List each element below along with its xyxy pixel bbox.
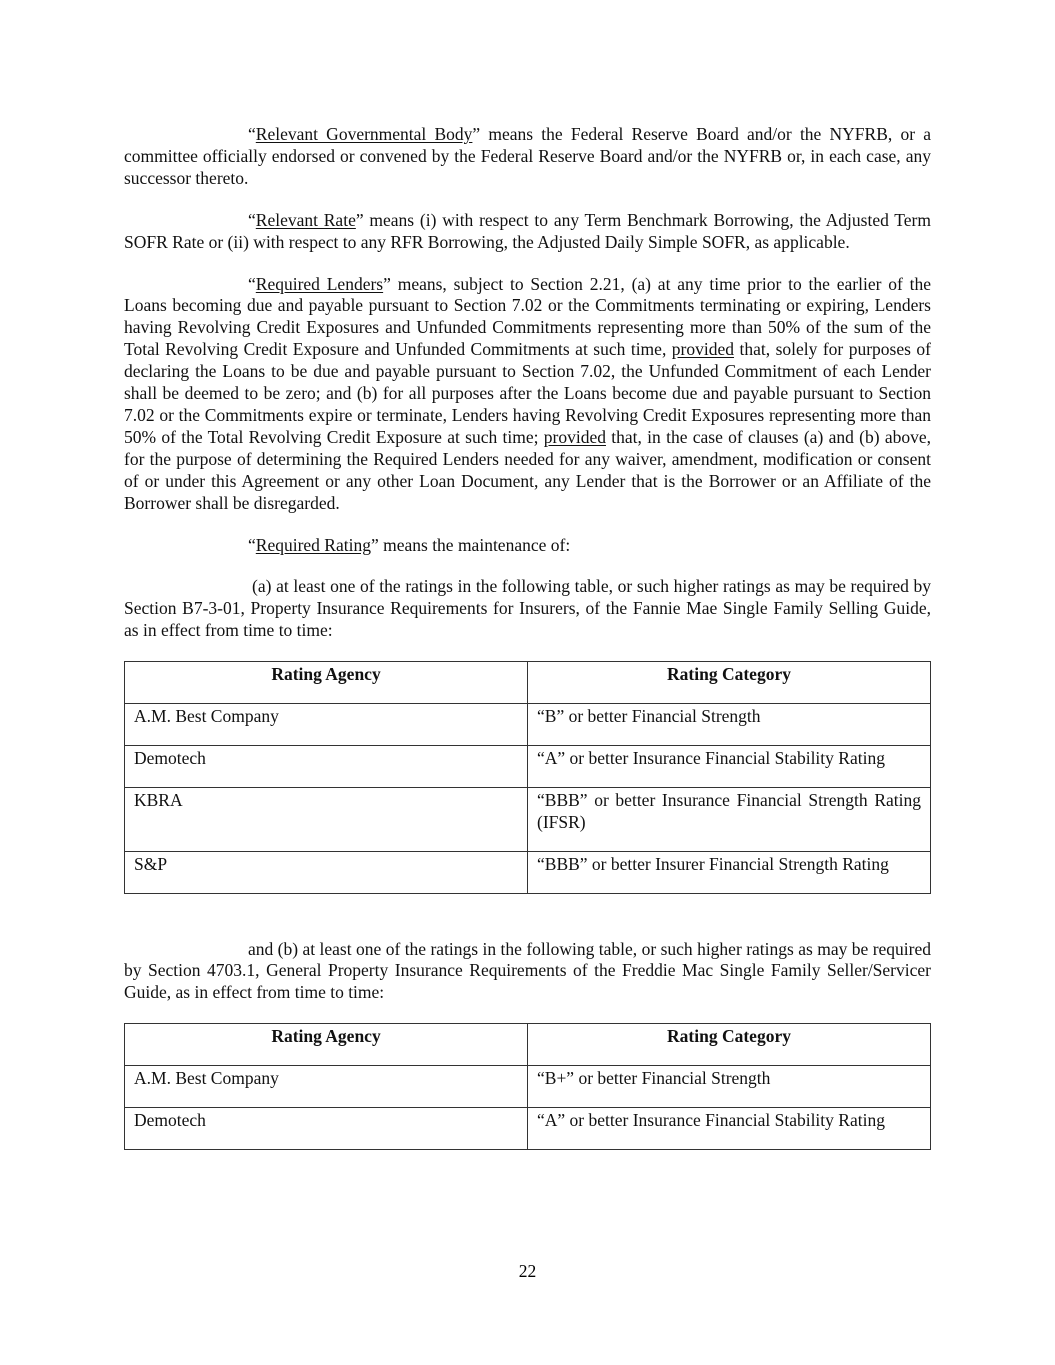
open-quote: “ [248, 124, 256, 144]
defined-term: Required Rating [255, 534, 371, 555]
table-row [125, 1108, 931, 1150]
rating-category-cell: “B” or better Financial Strength [528, 704, 931, 746]
rating-category-cell: “BBB” or better Insurer Financial Strength Rating [528, 851, 931, 893]
defined-term: Relevant Rate [255, 209, 356, 230]
column-header: Rating Agency [125, 662, 528, 704]
definition-relevant-governmental-body [124, 124, 931, 190]
definition-text: ” means the maintenance of: [370, 534, 571, 555]
rating-category-cell: “A” or better Insurance Financial Stability Rating [528, 1108, 931, 1150]
provided-term: provided [543, 426, 606, 447]
rating-agency-cell: S&P [125, 851, 528, 893]
definition-text: ” means, subject to Section 2.21, (a) at any time prior to the earlier of the Loans becoming due and payable pursuant to Section 7.02 or the Commitments terminating or expiring, Lenders having Revolving Credit Exposures and Unfunded Commitments representing more than 50% of the sum of the Total Revolving Credit Exposure and Unfunded Commitments at such time, [124, 273, 932, 360]
column-header: Rating Category [528, 662, 931, 704]
document-page [124, 124, 931, 1150]
open-quote: “ [248, 273, 256, 294]
definition-text: that, solely for purposes of declaring the Loans to be due and payable pursuant to Section 7.02, the Unfunded Commitment of each Lender shall be deemed to be zero; and (b) for all purposes after the Loans become due and payable pursuant to Section 7.02 or the Commitments expire or terminate, Lenders having Revolving Credit Exposures representing more than 50% of the Total Revolving Credit Exposure at such time; [124, 339, 931, 447]
table-header-row [125, 662, 931, 704]
provided-term: provided [671, 339, 735, 360]
rating-category-cell: “BBB” or better Insurance Financial Strength Rating (IFSR) [528, 787, 931, 851]
definition-required-rating [124, 535, 931, 557]
table-row [125, 851, 931, 893]
table-row [125, 704, 931, 746]
rating-agency-cell: Demotech [125, 1108, 528, 1150]
table-row [125, 787, 931, 851]
definition-text: ” means the Federal Reserve Board and/or the NYFRB, or a committee officially endorsed or convened by the Federal Reserve Board and/or the NYFRB or, in each case, any successor thereto. [124, 124, 931, 188]
table-row [125, 745, 931, 787]
open-quote: “ [248, 534, 256, 555]
definition-text: ” means (i) with respect to any Term Benchmark Borrowing, the Adjusted Term SOFR Rate or (ii) with respect to any RFR Borrowing, the Adjusted Daily Simple SOFR, as applicable. [124, 209, 931, 252]
clause-a: (a) at least one of the ratings in the following table, or such higher ratings as may be required by Section B7-3-01, Property Insurance Requirements for Insurers, of the Fannie Mae Single Family Selling Guide, as in effect from time to time: [124, 576, 931, 641]
rating-agency-cell: A.M. Best Company [125, 1066, 528, 1108]
rating-agency-cell: Demotech [125, 745, 528, 787]
defined-term: Required Lenders [255, 273, 384, 294]
definition-required-lenders [124, 274, 931, 515]
rating-table-freddie-mac [124, 1023, 931, 1150]
clause-b: and (b) at least one of the ratings in the following table, or such higher ratings as may be required by Section 4703.1, General Property Insurance Requirements of the Freddie Mac Single Family Seller/Servicer Guide, as in effect from time to time: [124, 938, 931, 1003]
open-quote: “ [248, 209, 256, 230]
rating-table-fannie-mae [124, 661, 931, 893]
table-row [125, 1066, 931, 1108]
table-header-row [125, 1024, 931, 1066]
defined-term: Relevant Governmental Body [255, 124, 473, 144]
rating-agency-cell: A.M. Best Company [125, 704, 528, 746]
column-header: Rating Agency [125, 1024, 528, 1066]
page-number: 22 [518, 1261, 537, 1281]
definition-relevant-rate [124, 210, 931, 254]
rating-category-cell: “B+” or better Financial Strength [528, 1066, 931, 1108]
rating-agency-cell: KBRA [125, 787, 528, 851]
definition-text: that, in the case of clauses (a) and (b) above, for the purpose of determining the Required Lenders needed for any waiver, amendment, modification or consent of or under this Agreement or any other Loan Document, any Lender that is the Borrower or an Affiliate of the Borrower shall be disregarded. [124, 426, 931, 513]
rating-category-cell: “A” or better Insurance Financial Stability Rating [528, 745, 931, 787]
column-header: Rating Category [528, 1024, 931, 1066]
